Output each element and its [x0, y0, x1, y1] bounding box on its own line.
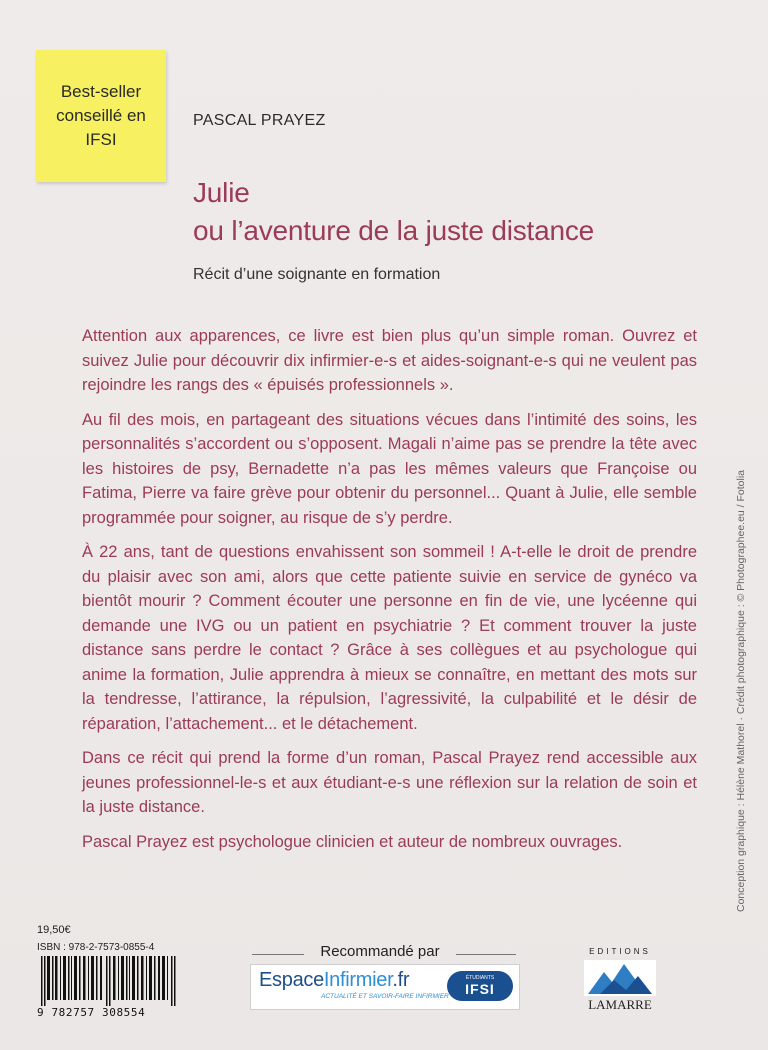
wordmark-highlight: Infirmier: [323, 969, 393, 991]
barcode-digits: 9 782757 308554: [37, 1006, 146, 1019]
espace-infirmier-tagline: ACTUALITÉ ET SAVOIR-FAIRE INFIRMIER: [321, 993, 449, 1000]
best-seller-sticker: [36, 50, 166, 182]
badge-big-text: IFSI: [465, 981, 495, 997]
recommended-label: Recommandé par: [320, 943, 440, 960]
blurb: [82, 324, 697, 830]
lamarre-logo-icon: [580, 958, 660, 998]
author-bio: Pascal Prayez est psychologue clinicien et auteur de nombreux ouvrages.: [82, 833, 623, 851]
publisher-label: EDITIONS: [589, 947, 651, 956]
author-name: PASCAL PRAYEZ: [193, 112, 326, 129]
wordmark-prefix: Espace: [259, 969, 324, 991]
credit-text: Conception graphique : Hélène Mathorel · Crédit photographique : © Photographee.eu / Fotolia: [735, 469, 747, 912]
blurb-paragraph: Au fil des mois, en partageant des situations vécues dans l’intimité des soins, les personnalités s’accordent ou s’opposent. Magali n’aime pas se prendre la tête avec les histoires de psy, Bernadette n’a pas les mêmes valeurs que Françoise ou Fatima, Pierre va faire grève pour obtenir du personnel... Quant à Julie, elle semble programmée pour soigner, au risque de s’y perdre.: [82, 410, 697, 527]
ifsi-badge: [447, 971, 513, 1001]
price: 19,50€: [37, 924, 71, 936]
title-line-2: ou l’aventure de la juste distance: [193, 215, 595, 246]
barcode-icon: [37, 956, 181, 1006]
espace-infirmier-wordmark: [259, 969, 409, 992]
blurb-paragraph: Dans ce récit qui prend la forme d’un roman, Pascal Prayez rend accessible aux jeunes professionnel-le-s et aux étudiant-e-s une réflexion sur la relation de soin et la juste distance.: [82, 749, 697, 816]
wordmark-suffix: .fr: [392, 969, 410, 991]
book-title: [193, 174, 594, 250]
espace-infirmier-logo: [250, 964, 520, 1010]
publisher-name: LAMARRE: [588, 997, 652, 1012]
badge-small-text: ÉTUDIANTS: [465, 975, 495, 981]
sticker-line: Best-seller: [60, 82, 142, 101]
book-subtitle: Récit d’une soignante en formation: [193, 266, 441, 283]
blurb-paragraph: Attention aux apparences, ce livre est bien plus qu’un simple roman. Ouvrez et suivez Julie pour découvrir dix infirmier-e-s et aides-soignant-e-s qui ne veulent pas rejoindre les rangs des « épuisés professionnels ».: [82, 327, 697, 394]
isbn: ISBN : 978-2-7573-0855-4: [37, 942, 155, 953]
image-credit: [733, 469, 753, 912]
sticker-line: IFSI: [85, 130, 117, 149]
sticker-line: conseillé en: [56, 106, 146, 125]
blurb-paragraph: À 22 ans, tant de questions envahissent son sommeil ! A-t-elle le droit de prendre du plaisir avec son ami, alors que cette patiente suivie en service de gynéco va bientôt mourir ? Comment écouter une personne en fin de vie, une lycéenne qui demande une IVG ou un patient en psychiatrie ? Et comment trouver la juste distance sans perdre le contact ? Grâce à ses collègues et au psychologue qui anime la formation, Julie apprendra à mieux se connaître, en mettant des mots sur la tendresse, l’attirance, la répulsion, l’agressivité, la culpabilité et le désir de réparation, l’attachement... et le détachement.: [82, 543, 697, 733]
title-line-1: Julie: [193, 177, 250, 208]
